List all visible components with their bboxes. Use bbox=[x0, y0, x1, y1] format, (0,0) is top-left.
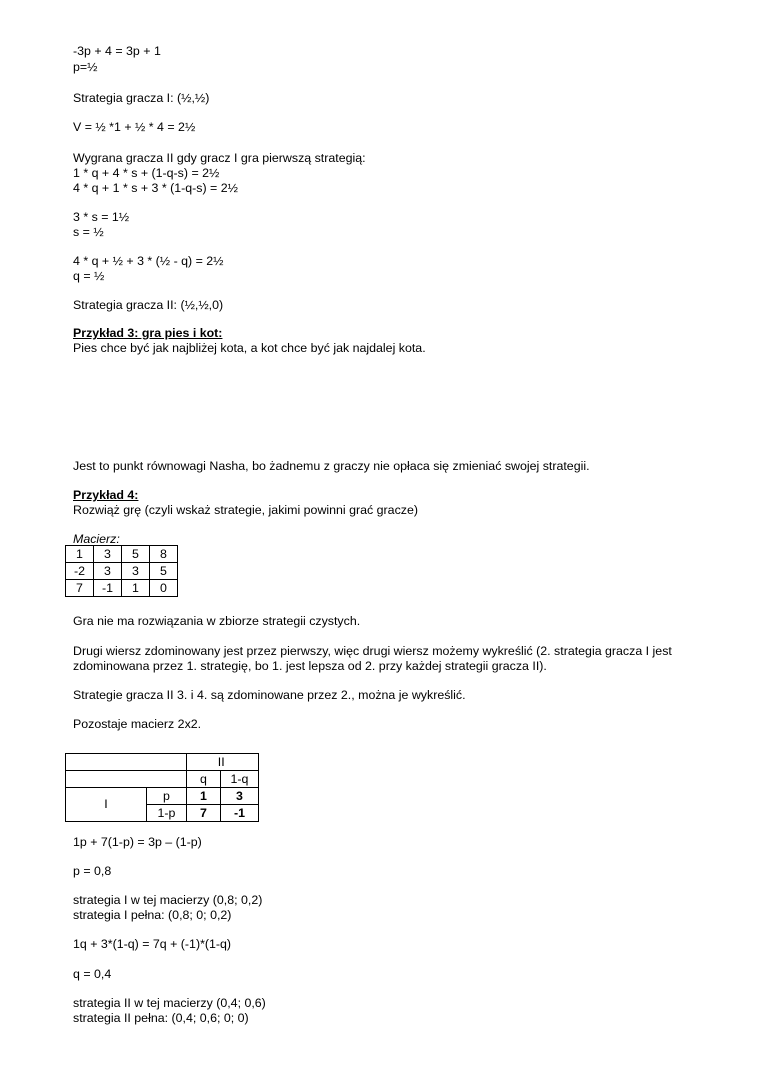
matrix-cell: 3 bbox=[122, 563, 150, 580]
table-row bbox=[66, 805, 259, 822]
equation-line: 3 * s = 1½ bbox=[73, 210, 130, 224]
player-II-label: II bbox=[217, 754, 225, 769]
equation-line: p = 0,8 bbox=[73, 864, 112, 878]
row-header: p bbox=[147, 788, 187, 805]
reduced-matrix bbox=[65, 753, 259, 822]
matrix-label: Macierz: bbox=[73, 532, 120, 546]
equation-line: -3p + 4 = 3p + 1 bbox=[73, 44, 161, 58]
matrix-cell: 5 bbox=[150, 563, 178, 580]
matrix-cell: 0 bbox=[150, 580, 178, 597]
matrix-cell: 3 bbox=[94, 546, 122, 563]
equation-line: q = ½ bbox=[73, 269, 105, 283]
text-line: strategia II w tej macierzy (0,4; 0,6) bbox=[73, 996, 266, 1010]
player-I-label: I bbox=[104, 797, 108, 812]
equation-line: V = ½ *1 + ½ * 4 = 2½ bbox=[73, 120, 196, 134]
text-line: Jest to punkt równowagi Nasha, bo żadnemu z graczy nie opłaca się zmieniać swojej strategii. bbox=[73, 459, 590, 473]
table-row bbox=[66, 546, 178, 563]
matrix-cell: 8 bbox=[150, 546, 178, 563]
text-line: Strategia gracza II: (½,½,0) bbox=[73, 298, 224, 312]
matrix-cell: -1 bbox=[221, 805, 259, 822]
table-row bbox=[66, 771, 259, 788]
matrix-cell: -1 bbox=[94, 580, 122, 597]
payoff-matrix bbox=[65, 545, 178, 597]
text-line: Strategie gracza II 3. i 4. są zdominowane przez 2., można je wykreślić. bbox=[73, 688, 466, 702]
text-line: strategia II pełna: (0,4; 0,6; 0; 0) bbox=[73, 1011, 249, 1025]
matrix-cell: 7 bbox=[66, 580, 94, 597]
text-line: zdominowana przez 1. strategię, bo 1. jest lepsza od 2. przy każdej strategii gracza II). bbox=[73, 659, 547, 673]
text-line: strategia I w tej macierzy (0,8; 0,2) bbox=[73, 893, 263, 907]
equation-line: 4 * q + 1 * s + 3 * (1-q-s) = 2½ bbox=[73, 181, 238, 195]
row-header: 1-p bbox=[147, 805, 187, 822]
matrix-cell: 3 bbox=[94, 563, 122, 580]
text-line: strategia I pełna: (0,8; 0; 0,2) bbox=[73, 908, 232, 922]
table-row bbox=[66, 788, 259, 805]
example-3-heading: Przykład 3: gra pies i kot: bbox=[73, 326, 223, 340]
text-line: Pies chce być jak najbliżej kota, a kot chce być jak najdalej kota. bbox=[73, 341, 426, 355]
example-4-heading: Przykład 4: bbox=[73, 488, 139, 502]
matrix-cell: 7 bbox=[187, 805, 221, 822]
text-line: Rozwiąż grę (czyli wskaż strategie, jakimi powinni grać gracze) bbox=[73, 503, 418, 517]
text-line: Wygrana gracza II gdy gracz I gra pierwszą strategią: bbox=[73, 151, 366, 165]
equation-line: 4 * q + ½ + 3 * (½ - q) = 2½ bbox=[73, 254, 224, 268]
equation-line: 1 * q + 4 * s + (1-q-s) = 2½ bbox=[73, 166, 220, 180]
text-line: Gra nie ma rozwiązania w zbiorze strategii czystych. bbox=[73, 614, 361, 628]
matrix-cell: 5 bbox=[122, 546, 150, 563]
text-line: Pozostaje macierz 2x2. bbox=[73, 717, 202, 731]
matrix-cell: 1 bbox=[66, 546, 94, 563]
table-row bbox=[66, 563, 178, 580]
matrix-cell: 1 bbox=[187, 788, 221, 805]
matrix-cell: -2 bbox=[66, 563, 94, 580]
equation-line: q = 0,4 bbox=[73, 967, 112, 981]
equation-line: s = ½ bbox=[73, 225, 104, 239]
matrix-cell: 1 bbox=[122, 580, 150, 597]
equation-line: 1q + 3*(1-q) = 7q + (-1)*(1-q) bbox=[73, 937, 232, 951]
equation-line: p=½ bbox=[73, 60, 98, 74]
text-line: Strategia gracza I: (½,½) bbox=[73, 91, 210, 105]
column-header: 1-q bbox=[221, 771, 259, 788]
text-line: Drugi wiersz zdominowany jest przez pierwszy, więc drugi wiersz możemy wykreślić (2. strategia gracza I jest bbox=[73, 644, 672, 658]
matrix-cell: 3 bbox=[221, 788, 259, 805]
column-header: q bbox=[187, 771, 221, 788]
table-row bbox=[66, 754, 259, 771]
table-row bbox=[66, 580, 178, 597]
equation-line: 1p + 7(1-p) = 3p – (1-p) bbox=[73, 835, 202, 849]
